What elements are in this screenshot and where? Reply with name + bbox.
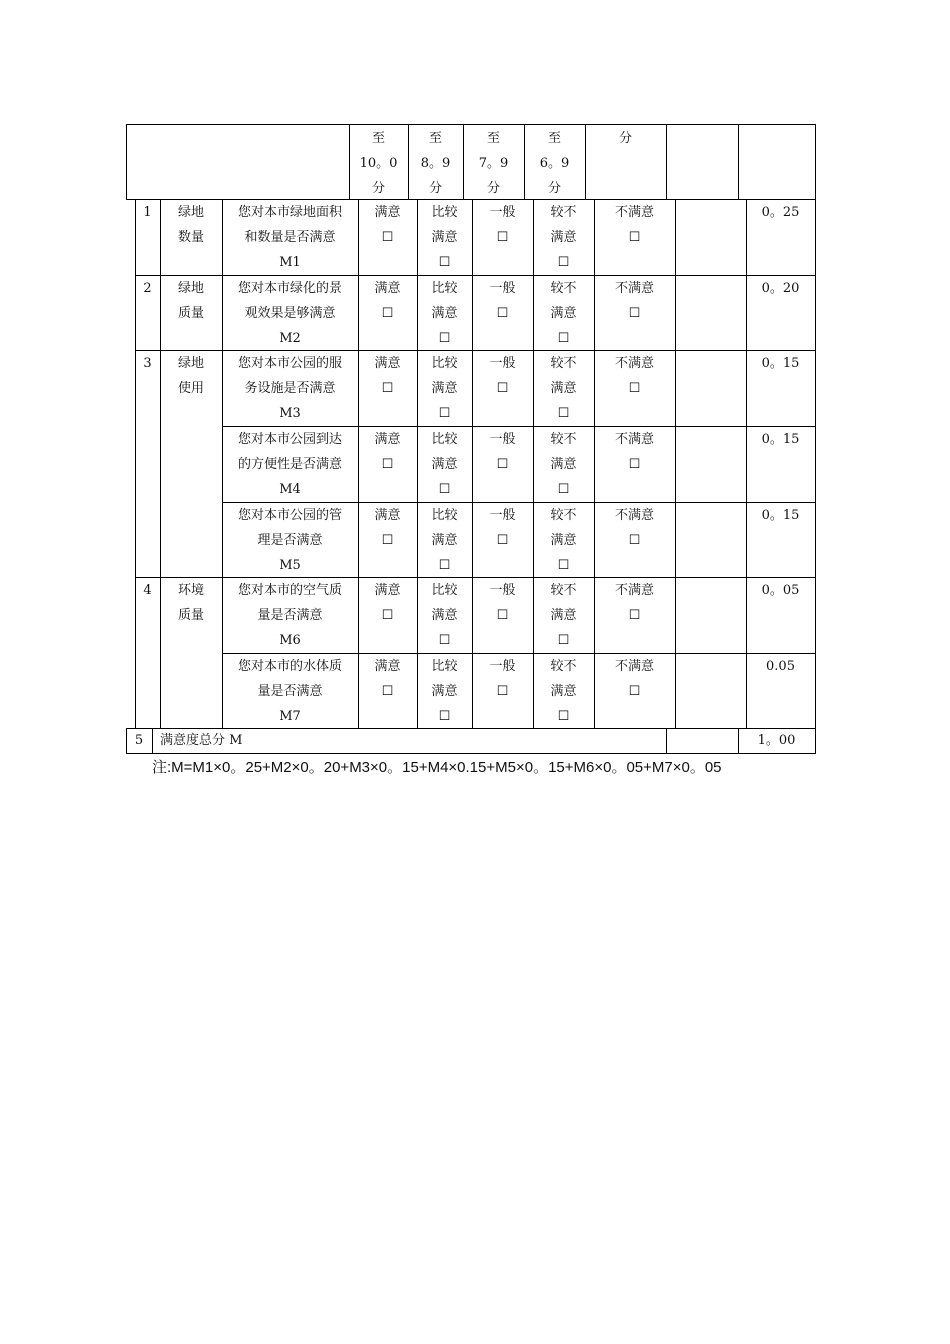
question-text-line: 量是否满意 [257,684,323,699]
score-range-header [585,126,666,198]
option-2 [417,351,472,427]
checkbox[interactable]: ☐ [381,306,394,321]
checkbox[interactable]: ☐ [496,230,509,245]
question-text [222,654,358,729]
question-text [222,503,358,578]
score-range-header-line: 7。9 [478,156,509,171]
header-column-rule [815,124,816,200]
weight-value: 0。25 [761,205,800,220]
option-1-line: 满意 [374,659,401,674]
option-2-line: 比较 [431,583,458,598]
question-text-line: 您对本市的空气质 [237,583,342,598]
category-label-line: 绿地 [177,356,204,371]
option-3-line: 一般 [489,432,516,447]
option-1-line: 满意 [374,508,401,523]
option-2 [417,427,472,503]
option-1-line: 满意 [374,356,401,371]
option-4-line: 满意 [550,533,577,548]
category-label-line: 质量 [177,608,204,623]
option-1 [358,503,417,578]
option-4-line: 较不 [550,508,577,523]
question-text [222,578,358,654]
header-column-rule [126,124,127,200]
header-column-rule [738,124,739,200]
question-text-line: 理是否满意 [257,533,323,548]
option-4-line: 满意 [550,230,577,245]
option-4 [533,427,594,503]
option-2 [417,654,472,729]
option-3-line: 一般 [489,508,516,523]
score-range-header [349,126,408,198]
question-text-line: 量是否满意 [257,608,323,623]
category-label [160,200,222,276]
total-weight: 1。00 [757,733,796,748]
checkbox[interactable]: ☐ [496,608,509,623]
checkbox[interactable]: ☐ [381,608,394,623]
question-text-line: M4 [279,482,301,497]
category-label [160,351,222,427]
category-label-line: 绿地 [177,205,204,220]
question-text-line: 您对本市公园的管 [237,508,342,523]
option-3 [472,578,533,654]
option-4-line: 满意 [550,684,577,699]
weight-value: 0.05 [766,659,795,674]
question-text-line: 观效果是够满意 [244,306,336,321]
weight-value: 0。15 [761,508,800,523]
body-column-rule [815,199,816,729]
option-2 [417,200,472,276]
question-text-line: 您对本市公园的服 [237,356,342,371]
option-1 [358,654,417,729]
option-2-line: 比较 [431,281,458,296]
score-range-header [408,126,463,198]
option-2-line: 满意 [431,306,458,321]
option-5-line: 不满意 [614,583,654,598]
question-text-line: 您对本市绿化的景 [237,281,342,296]
option-3 [472,427,533,503]
checkbox[interactable]: ☐ [438,406,451,421]
option-4-line: 较不 [550,583,577,598]
checkbox[interactable]: ☐ [496,457,509,472]
option-1 [358,578,417,654]
total-column-rule [666,728,667,754]
row-number: 2 [143,281,152,296]
option-5-line: 不满意 [614,508,654,523]
question-text-line: 的方便性是否满意 [237,457,342,472]
category-label-line: 数量 [177,230,204,245]
option-3 [472,654,533,729]
option-2-line: 比较 [431,659,458,674]
question-text-line: M1 [279,255,301,270]
option-5 [594,276,675,351]
checkbox[interactable]: ☐ [557,633,570,648]
score-range-header-line: 分 [486,181,500,196]
option-3 [472,276,533,351]
checkbox[interactable]: ☐ [496,306,509,321]
option-2-line: 比较 [431,432,458,447]
question-text-line: M7 [279,709,301,724]
checkbox[interactable]: ☐ [557,558,570,573]
option-5-line: 不满意 [614,356,654,371]
option-5-line: 不满意 [614,205,654,220]
score-range-header-line: 8。9 [420,156,451,171]
option-3-line: 一般 [489,205,516,220]
option-4 [533,276,594,351]
question-text-line: 您对本市绿地面积 [237,205,342,220]
checkbox[interactable]: ☐ [628,608,641,623]
question-text-line: 您对本市公园到达 [237,432,342,447]
category-label-line: 质量 [177,306,204,321]
option-5 [594,351,675,427]
total-column-rule [815,728,816,754]
row-number: 4 [143,583,152,598]
checkbox[interactable]: ☐ [496,684,509,699]
category-label [160,578,222,654]
option-4-line: 满意 [550,457,577,472]
option-5-line: 不满意 [614,281,654,296]
score-range-header [524,126,585,198]
formula-note: 注:M=M1×0。25+M2×0。20+M3×0。15+M4×0.15+M5×0。15+M6×0。05+M7×0。05 [152,759,722,776]
category-label-line: 环境 [177,583,204,598]
checkbox[interactable]: ☐ [438,331,451,346]
option-4-line: 较不 [550,205,577,220]
option-4-line: 较不 [550,281,577,296]
question-text-line: 和数量是否满意 [244,230,336,245]
checkbox[interactable]: ☐ [628,306,641,321]
header-column-rule [666,124,667,200]
question-text [222,427,358,503]
option-4-line: 满意 [550,381,577,396]
weight-value: 0。15 [761,432,800,447]
checkbox[interactable]: ☐ [381,457,394,472]
option-5 [594,200,675,276]
category-label-line: 使用 [177,381,204,396]
checkbox[interactable]: ☐ [557,331,570,346]
option-5 [594,654,675,729]
total-bottom-rule [126,753,816,754]
option-1 [358,427,417,503]
header-top-rule [126,124,816,125]
option-4-line: 较不 [550,432,577,447]
option-3-line: 一般 [489,281,516,296]
score-range-header-line: 分 [371,181,385,196]
weight-value: 0。15 [761,356,800,371]
option-2 [417,503,472,578]
score-range-header-line: 10。0 [359,156,398,171]
option-2-line: 满意 [431,381,458,396]
option-3-line: 一般 [489,659,516,674]
option-4 [533,503,594,578]
option-2-line: 比较 [431,356,458,371]
checkbox[interactable]: ☐ [628,533,641,548]
question-text-line: 您对本市的水体质 [237,659,342,674]
checkbox[interactable]: ☐ [438,482,451,497]
option-2 [417,276,472,351]
question-text-line: M2 [279,331,301,346]
option-1-line: 满意 [374,205,401,220]
option-4 [533,351,594,427]
question-text-line: 务设施是否满意 [244,381,336,396]
checkbox[interactable]: ☐ [557,406,570,421]
checkbox[interactable]: ☐ [438,709,451,724]
option-2 [417,578,472,654]
total-label: 满意度总分 M [160,733,243,748]
option-2-line: 满意 [431,457,458,472]
question-text [222,200,358,276]
weight-value: 0。20 [761,281,800,296]
option-2-line: 满意 [431,608,458,623]
checkbox[interactable]: ☐ [628,684,641,699]
option-4-line: 满意 [550,608,577,623]
checkbox[interactable]: ☐ [628,457,641,472]
body-column-rule [675,199,676,729]
option-4-line: 较不 [550,356,577,371]
option-5 [594,503,675,578]
option-5 [594,578,675,654]
option-2-line: 满意 [431,230,458,245]
score-range-header-line: 至 [547,131,561,146]
option-4 [533,654,594,729]
checkbox[interactable]: ☐ [381,533,394,548]
checkbox[interactable]: ☐ [557,482,570,497]
option-5-line: 不满意 [614,659,654,674]
option-3-line: 一般 [489,356,516,371]
option-2-line: 比较 [431,508,458,523]
score-range-header-line: 至 [486,131,500,146]
option-5-line: 不满意 [614,432,654,447]
question-text-line: M5 [279,558,301,573]
option-3-line: 一般 [489,583,516,598]
checkbox[interactable]: ☐ [496,533,509,548]
score-range-header-line: 至 [428,131,442,146]
option-2-line: 满意 [431,684,458,699]
category-label [160,276,222,351]
option-1 [358,276,417,351]
option-2-line: 满意 [431,533,458,548]
question-text [222,351,358,427]
checkbox[interactable]: ☐ [381,684,394,699]
score-range-header-line: 分 [428,181,442,196]
total-row-number: 5 [134,733,144,748]
option-1-line: 满意 [374,281,401,296]
checkbox[interactable]: ☐ [381,230,394,245]
row-number: 1 [143,205,152,220]
checkbox[interactable]: ☐ [381,381,394,396]
weight-value: 0。05 [761,583,800,598]
option-3 [472,351,533,427]
option-4-line: 较不 [550,659,577,674]
option-1-line: 满意 [374,432,401,447]
score-range-header-line: 6。9 [539,156,570,171]
checkbox[interactable]: ☐ [496,381,509,396]
option-1 [358,200,417,276]
option-3 [472,200,533,276]
score-range-header-line: 分 [547,181,561,196]
checkbox[interactable]: ☐ [557,709,570,724]
score-range-header-line: 至 [371,131,385,146]
category-label-line: 绿地 [177,281,204,296]
checkbox[interactable]: ☐ [628,230,641,245]
question-text [222,276,358,351]
option-3 [472,503,533,578]
option-4 [533,200,594,276]
option-5 [594,427,675,503]
row-number: 3 [143,356,152,371]
checkbox[interactable]: ☐ [628,381,641,396]
option-4-line: 满意 [550,306,577,321]
option-1 [358,351,417,427]
score-range-header [463,126,524,198]
checkbox[interactable]: ☐ [557,255,570,270]
option-4 [533,578,594,654]
option-2-line: 比较 [431,205,458,220]
option-1-line: 满意 [374,583,401,598]
checkbox[interactable]: ☐ [438,633,451,648]
question-text-line: M3 [279,406,301,421]
question-text-line: M6 [279,633,301,648]
checkbox[interactable]: ☐ [438,558,451,573]
score-range-header-line: 分 [618,131,632,146]
checkbox[interactable]: ☐ [438,255,451,270]
